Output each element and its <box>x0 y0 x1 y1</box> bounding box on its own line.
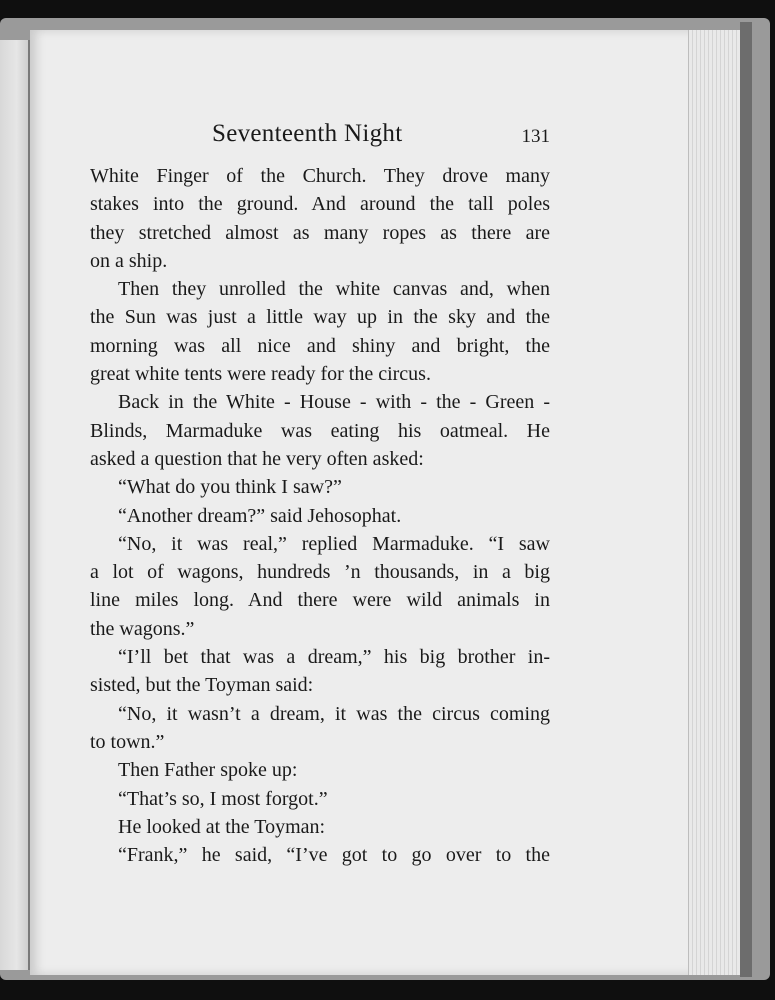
text-line: stakes into the ground. And around the tall poles <box>90 193 550 216</box>
page-number: 131 <box>521 126 550 147</box>
text-line: the Sun was just a little way up in the sky and the <box>90 306 550 329</box>
text-line: they stretched almost as many ropes as there are <box>90 221 550 244</box>
back-cover-edge <box>740 22 752 977</box>
text-line: Then Father spoke up: <box>118 759 298 782</box>
text-line: to town.” <box>90 730 165 753</box>
text-line: line miles long. And there were wild animals in <box>90 589 550 612</box>
text-line: on a ship. <box>90 249 168 272</box>
text-line: sisted, but the Toyman said: <box>90 674 314 697</box>
page-header <box>90 120 550 156</box>
text-line: a lot of wagons, hundreds ’n thousands, in a big <box>90 561 550 584</box>
text-line: morning was all nice and shiny and bright, the <box>90 334 550 357</box>
text-line: “Another dream?” said Jehosophat. <box>118 504 402 527</box>
text-line: “No, it wasn’t a dream, it was the circus coming <box>118 702 550 725</box>
text-line: great white tents were ready for the circus. <box>90 363 431 386</box>
body-text <box>90 162 550 869</box>
text-line: the wagons.” <box>90 617 195 640</box>
text-line: “That’s so, I most forgot.” <box>118 787 328 810</box>
text-line: asked a question that he very often asked: <box>90 447 424 470</box>
text-line: He looked at the Toyman: <box>118 815 326 838</box>
text-line: White Finger of the Church. They drove many <box>90 165 550 187</box>
page-stack-edges <box>688 30 747 975</box>
text-line: Then they unrolled the white canvas and, when <box>118 278 550 301</box>
text-line: “I’ll bet that was a dream,” his big brother in- <box>118 646 550 669</box>
text-line: Back in the White - House - with - the - Green - <box>118 391 550 414</box>
running-head: Seventeenth Night <box>212 120 403 147</box>
left-page-edge <box>0 40 30 970</box>
text-line: “What do you think I saw?” <box>118 476 342 499</box>
text-line: “No, it was real,” replied Marmaduke. “I saw <box>118 532 550 555</box>
text-line: Blinds, Marmaduke was eating his oatmeal. He <box>90 419 550 442</box>
text-line: “Frank,” he said, “I’ve got to go over to the <box>118 844 550 867</box>
